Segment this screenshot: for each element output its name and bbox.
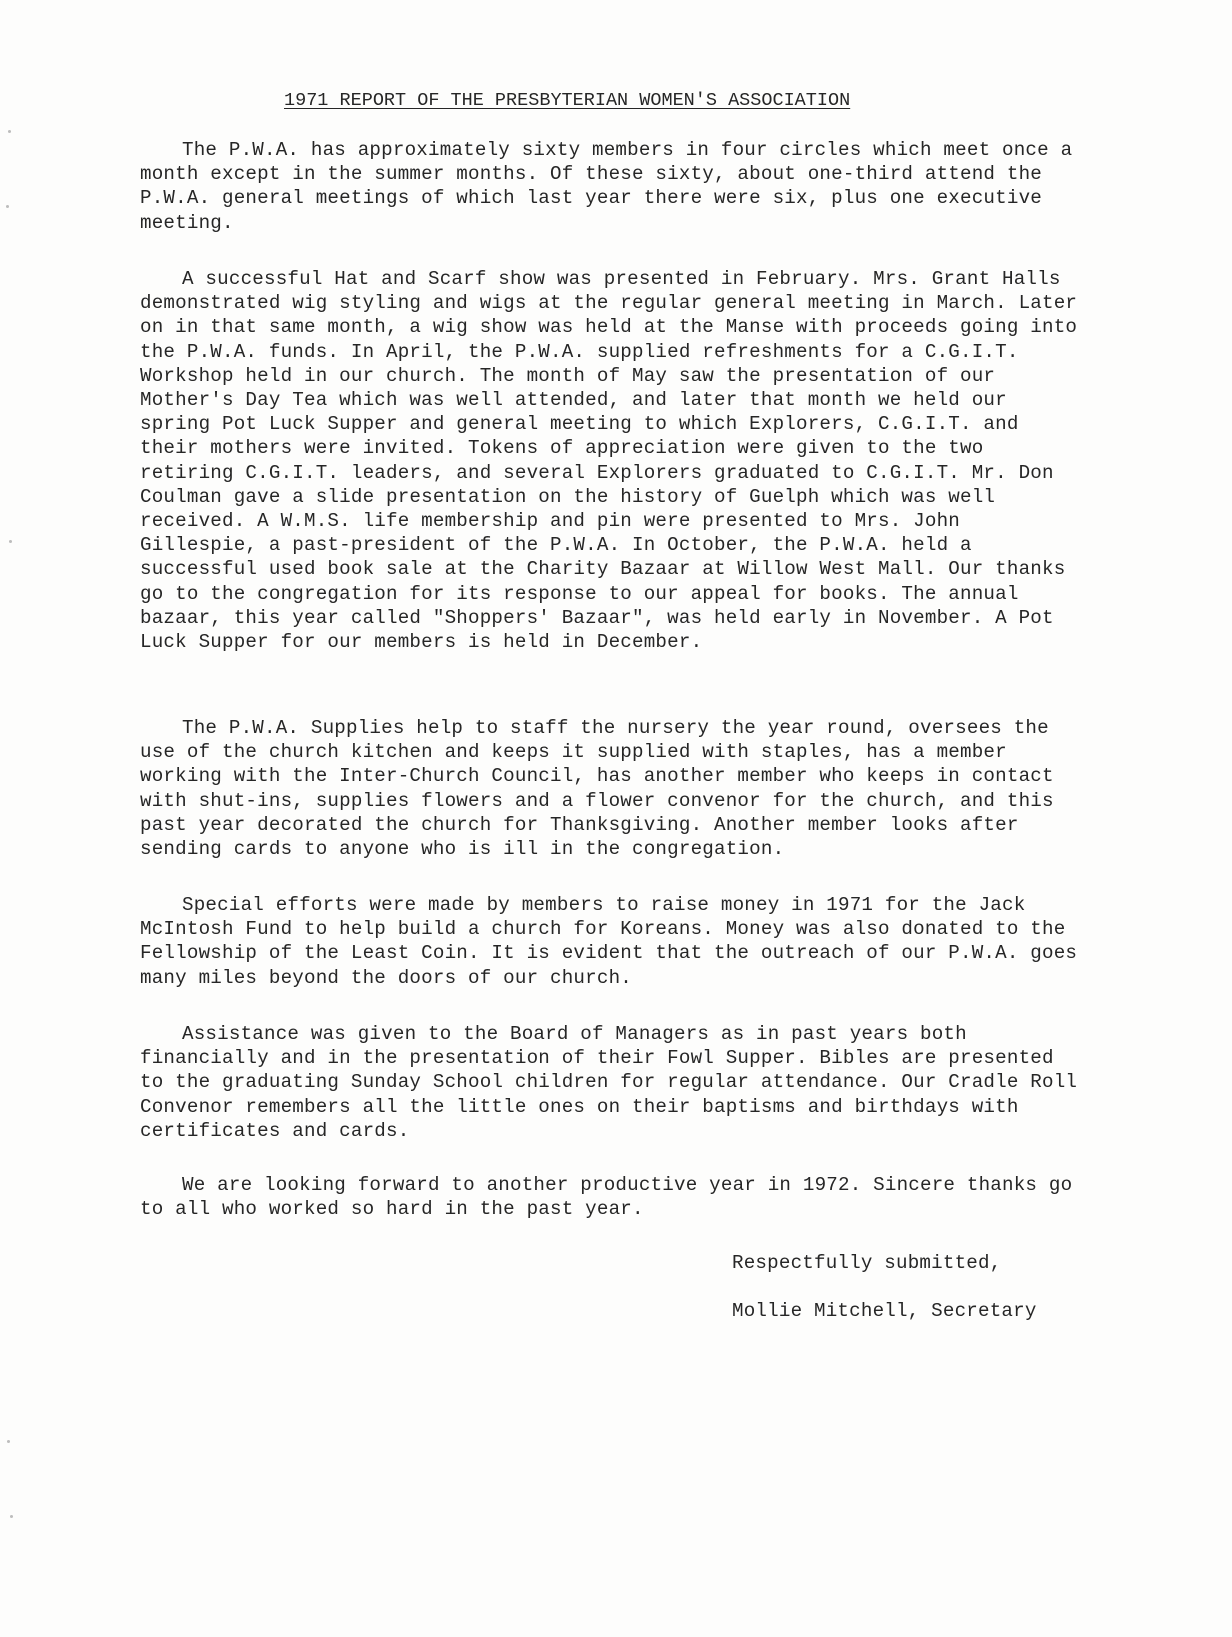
bleed-through-mark bbox=[940, 240, 950, 259]
paragraph-assistance: Assistance was given to the Board of Managers as in past years both financially and in the presentation of their Fowl Supper. Bibles are presented to the graduating Sunday School children for regular attendance. Our Cradle Roll Convenor remembers all the little ones on their baptisms and birthdays with certificates and cards. bbox=[140, 1023, 1078, 1142]
scan-speck bbox=[6, 205, 9, 208]
paragraph-membership: The P.W.A. has approximately sixty members in four circles which meet once a month except in the summer months. Of these sixty, about one-third attend the P.W.A. general meetings of which last year there were six, plus one executive meeting. bbox=[140, 139, 1073, 234]
paragraph-events: A successful Hat and Scarf show was presented in February. Mrs. Grant Halls demonstrated wig styling and wigs at the regular general meeting in March. Later on in that same month, a wig show was held at the Manse with proceeds going into the P.W.A. funds. In April, the P.W.A. supplied refreshments for a C.G.I.T. Workshop held in our church. The month of May saw the presentation of our Mother's Day Tea which was well attended, and later that month we held our spring Pot Luck Supper and general meeting to which Explorers, C.G.I.T. and their mothers were invited. Tokens of appreciation were given to the two retiring C.G.I.T. leaders, and several Explorers graduated to C.G.I.T. Mr. Don Coulman gave a slide presentation on the history of Guelph which was well received. A W.M.S. life membership and pin were presented to Mrs. John Gillespie, a past-president of the P.W.A. In October, the P.W.A. held a successful used book sale at the Charity Bazaar at Willow West Mall. Our thanks go to the congregation for its response to our appeal for books. The annual bazaar, this year called "Shoppers' Bazaar", was held early in November. A Pot Luck Supper for our members is held in December. bbox=[140, 268, 1078, 654]
scan-speck bbox=[8, 130, 11, 133]
paragraph-outreach: Special efforts were made by members to raise money in 1971 for the Jack McIntosh Fund to help build a church for Koreans. Money was also donated to the Fellowship of the Least Coin. It is evident that the outreach of our P.W.A. goes many miles beyond the doors of our church. bbox=[140, 894, 1078, 989]
paragraph-services: The P.W.A. Supplies help to staff the nursery the year round, oversees the use of the church kitchen and keeps it supplied with staples, has a member working with the Inter-Church Council, has another member who keeps in contact with shut-ins, supplies flowers and a flower convenor for the church, and this past year decorated the church for Thanksgiving. Another member looks after sending cards to anyone who is ill in the congregation. bbox=[140, 717, 1054, 861]
scan-speck bbox=[10, 1515, 13, 1518]
document-title: 1971 REPORT OF THE PRESBYTERIAN WOMEN'S ASSOCIATION bbox=[284, 90, 851, 111]
scan-speck bbox=[7, 1440, 10, 1443]
scan-speck bbox=[9, 540, 12, 543]
signature-line: Mollie Mitchell, Secretary bbox=[732, 1300, 1037, 1322]
closing-line: Respectfully submitted, bbox=[732, 1252, 1002, 1274]
paragraph-thanks: We are looking forward to another productive year in 1972. Sincere thanks go to all who worked so hard in the past year. bbox=[140, 1174, 1073, 1221]
